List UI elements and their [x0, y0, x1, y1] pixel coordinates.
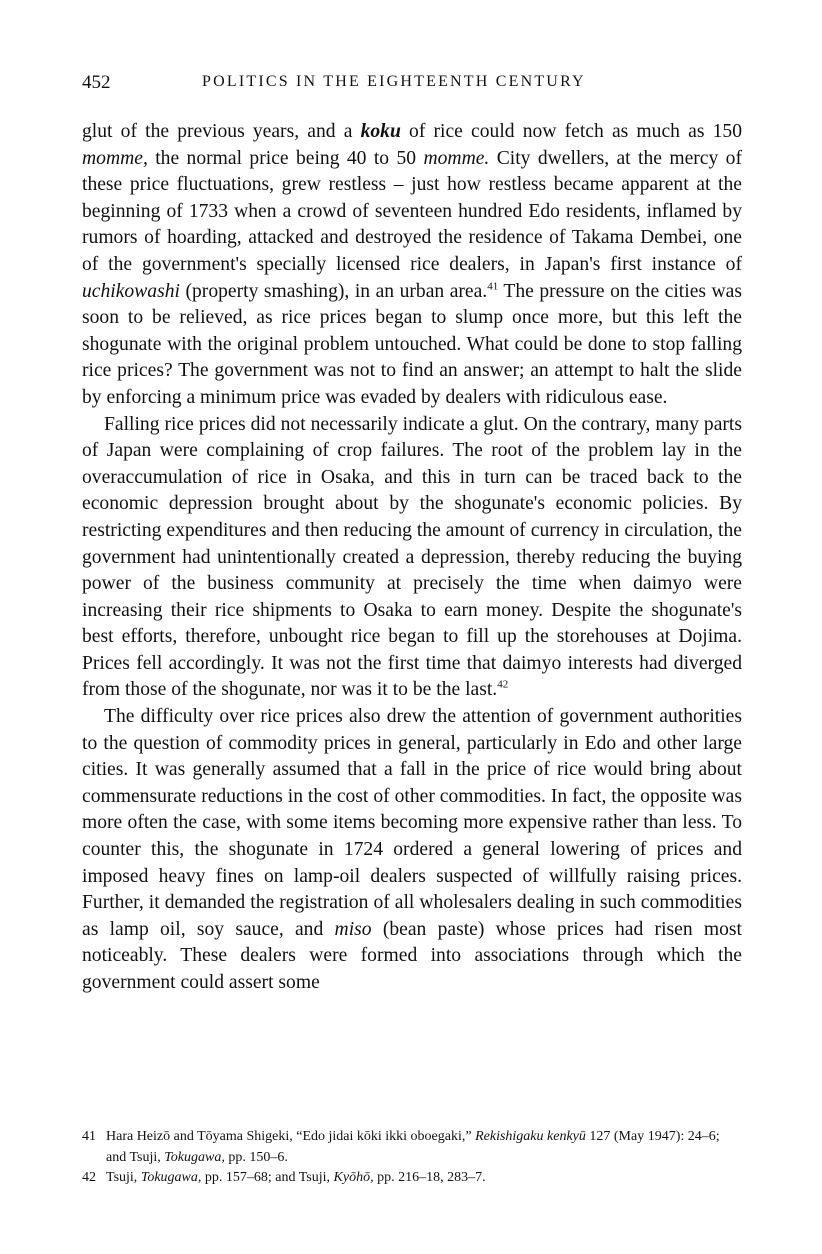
text-run: the normal price being 40 to 50 — [147, 147, 424, 169]
text-run: pp. 157–68; and Tsuji, — [201, 1170, 334, 1185]
text-run: glut of the previous years, and a — [82, 121, 361, 142]
text-run: pp. 216–18, 283–7. — [373, 1170, 486, 1185]
text-run: Falling rice prices did not necessarily indicate a glut. On the contrary, many parts of Japan were complaining of crop failures. The root of the problem lay in the overaccumulation of rice in Osaka, and this in turn can be traced back to the economic depression brought about by the shogunate's economic policies. By restricting expenditures and then reducing the amount of currency in circulation, the government had unintentionally created a depression, thereby reducing the buying power of the business community at precisely the time when daimyo were increasing their rice shipments to Osaka to earn money. Despite the shogunate's best efforts, therefore, unbought rice began to fill up the storehouses at Dojima. Prices fell accordingly. It was not the first time that daimyo interests had diverged from those of the shogunate, nor was it to be the last. — [82, 413, 742, 701]
text-run: City dwellers, at the mercy of these price fluctuations, grew restless – just how restless became apparent at the beginning of 1733 when a crowd of seventeen hundred Edo residents, inflamed by rumors of hoarding, attacked and destroyed the residence of Takama Dembei, one of the government's specially licensed rice dealers, in Japan's first instance of — [82, 147, 742, 275]
body-text — [82, 119, 742, 997]
italic-term: momme, — [82, 147, 148, 169]
text-run: The pressure on the cities was soon to be relieved, as rice prices began to slump once more, but this left the shogunate with the original problem untouched. What could be done to stop falling rice prices? The government was not to find an answer; an attempt to halt the slide by enforcing a minimum price was evaded by dealers with ridiculous ease. — [82, 280, 742, 408]
text-run: pp. 150–6. — [224, 1149, 288, 1165]
text-run: Hara Heizō and Tōyama Shigeki, “Edo jidai kōki ikki oboegaki,” — [106, 1129, 476, 1144]
italic-term: uchikowashi — [82, 280, 180, 302]
text-run: 127 (May 1947): 24–6; and Tsuji, — [106, 1129, 720, 1165]
italic-term: Tokugawa, — [140, 1170, 202, 1185]
page-number: 452 — [82, 72, 111, 93]
footnote-41 — [82, 1127, 742, 1168]
text-run: (bean paste) whose prices had risen most noticeably. These dealers were formed into associations through which the government could assert some — [82, 918, 742, 993]
footnote-number: 42 — [82, 1170, 96, 1185]
text-run: of rice could now fetch as much as 150 — [400, 121, 742, 142]
text-run: (property smashing), in an urban area. — [179, 280, 488, 302]
footnote-number: 41 — [82, 1129, 96, 1144]
italic-term: momme. — [423, 147, 490, 169]
text-run: The difficulty over rice prices also drew the attention of government authorities to the question of commodity prices in general, particularly in Edo and other large cities. It was generally assumed that a fall in the price of rice would bring about commensurate reductions in the cost of other commodities. In fact, the opposite was more often the case, with some items becoming more expensive rather than less. To counter this, the shogunate in 1724 ordered a general lowering of prices and imposed heavy fines on lamp-oil dealers suspected of willfully raising prices. Further, it demanded the registration of all wholesalers dealing in such commodities as lamp oil, soy sauce, and — [82, 706, 742, 940]
footnote-ref: 42 — [497, 678, 509, 691]
footnote-text — [106, 1168, 742, 1189]
footnotes — [82, 1127, 742, 1189]
paragraph-3 — [82, 704, 742, 997]
paragraph-1 — [82, 119, 742, 412]
footnote-ref: 41 — [487, 280, 499, 293]
running-head: POLITICS IN THE EIGHTEENTH CENTURY — [202, 73, 586, 90]
italic-term: Kyōhō, — [333, 1170, 374, 1185]
footnote-text — [106, 1127, 742, 1168]
paragraph-2 — [82, 412, 742, 705]
italic-term: miso — [334, 918, 372, 940]
italic-term: Rekishigaku kenkyū — [475, 1129, 586, 1144]
footnote-42 — [82, 1168, 742, 1189]
italic-term: Tokugawa, — [164, 1149, 225, 1165]
text-run: Tsuji, — [106, 1170, 141, 1185]
bold-italic-term: koku — [360, 121, 401, 142]
page-header — [82, 72, 742, 96]
